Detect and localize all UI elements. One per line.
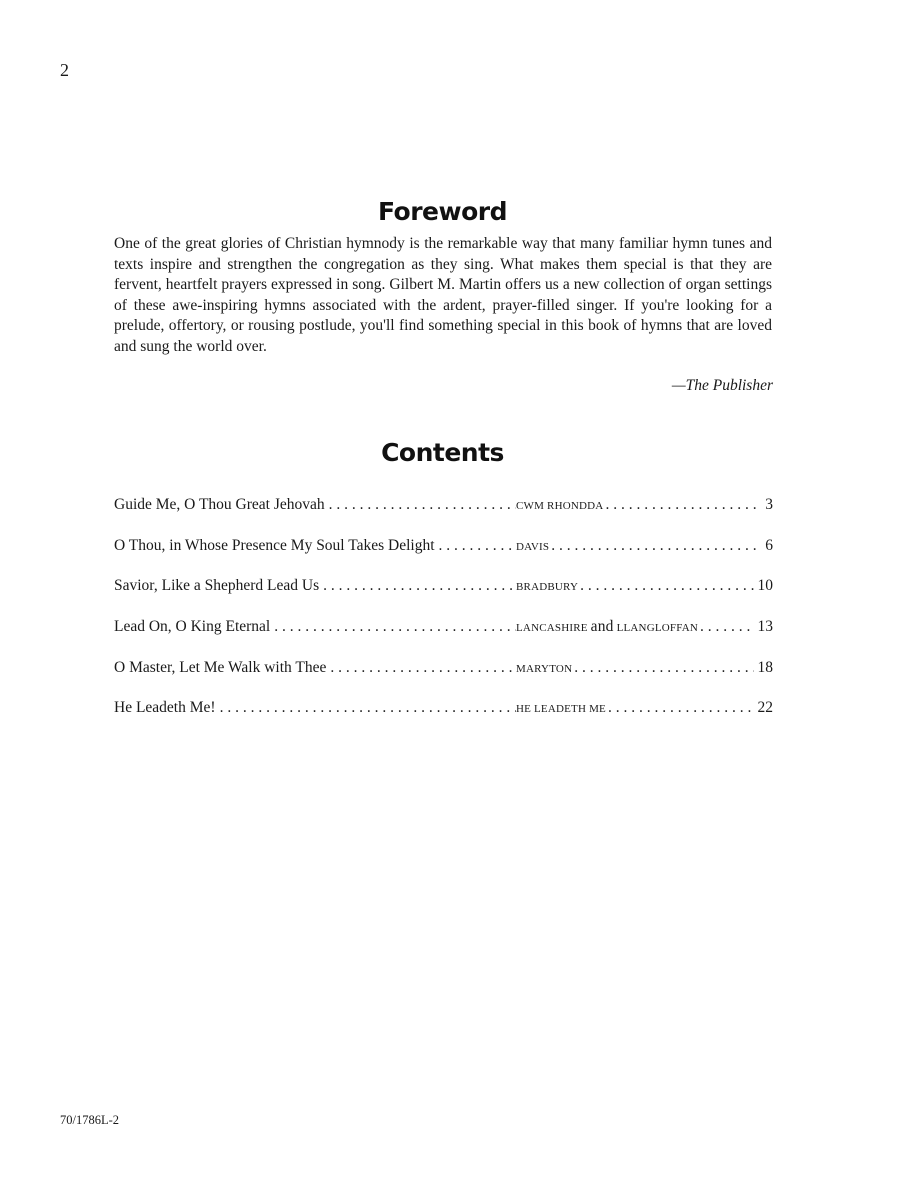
dot-leader [608, 699, 754, 717]
dot-leader [439, 537, 516, 555]
toc-entry-tune-joiner: and [590, 618, 614, 636]
toc-entry[interactable] [114, 537, 773, 578]
dot-leader [700, 618, 753, 636]
toc-entry-page: 10 [757, 577, 773, 595]
toc-entry-title: Savior, Like a Shepherd Lead Us [114, 577, 320, 595]
dot-leader [220, 699, 516, 717]
toc-entry-tune: CWM RHONDDA [516, 500, 604, 512]
dot-leader [580, 577, 753, 595]
toc-entry-tune: DAVIS [516, 540, 550, 553]
toc-entry[interactable] [114, 618, 773, 659]
toc-entry-tune: HE LEADETH ME [516, 703, 606, 716]
toc-entry-tune [516, 618, 700, 636]
toc-entry-page: 22 [757, 699, 773, 717]
toc-entry-tune-second: LLANGLOFFAN [616, 622, 699, 635]
contents-heading: Contents [381, 438, 504, 467]
foreword-signature: —The Publisher [671, 377, 773, 394]
toc-entry[interactable] [114, 699, 773, 740]
catalog-number: 70/1786L-2 [60, 1113, 120, 1127]
foreword-heading: Foreword [377, 197, 508, 226]
toc-entry[interactable] [114, 659, 773, 700]
dot-leader [605, 496, 761, 514]
dot-leader [323, 577, 516, 595]
page-number: 2 [60, 60, 69, 80]
toc-entry-page: 13 [757, 618, 773, 636]
dot-leader [574, 659, 753, 677]
toc-entry-page: 6 [765, 536, 773, 554]
table-of-contents [114, 496, 773, 740]
toc-entry-page: 3 [765, 496, 773, 513]
dot-leader [329, 496, 516, 514]
toc-entry-tune-first: LANCASHIRE [516, 622, 588, 635]
toc-entry-tune: BRADBURY [516, 581, 579, 594]
toc-entry-tune: MARYTON [516, 662, 573, 675]
toc-entry[interactable] [114, 496, 773, 537]
toc-entry-title: O Thou, in Whose Presence My Soul Takes Delight [114, 536, 435, 554]
toc-entry-page: 18 [757, 658, 773, 676]
dot-leader [551, 537, 761, 555]
foreword-body: One of the great glories of Christian hymnody is the remarkable way that many familiar hymn tunes and texts inspire and strengthen the congregation as they sing. What makes them special is that they are fervent, heartfelt prayers expressed in song. Gilbert M. Martin offers us a new collection of organ settings of these awe-inspiring hymns associated with the ardent, prayer-filled singer. If you're looking for a prelude, offertory, or rousing postlude, you'll find something special in this book of hymns that are loved and sung the world over. [114, 235, 772, 355]
toc-entry[interactable] [114, 577, 773, 618]
dot-leader [330, 659, 516, 677]
toc-entry-title: Lead On, O King Eternal [114, 618, 271, 636]
toc-entry-title: O Master, Let Me Walk with Thee [114, 658, 327, 676]
toc-entry-title: He Leadeth Me! [114, 699, 216, 717]
dot-leader [274, 618, 516, 636]
toc-entry-title: Guide Me, O Thou Great Jehovah [114, 496, 325, 513]
